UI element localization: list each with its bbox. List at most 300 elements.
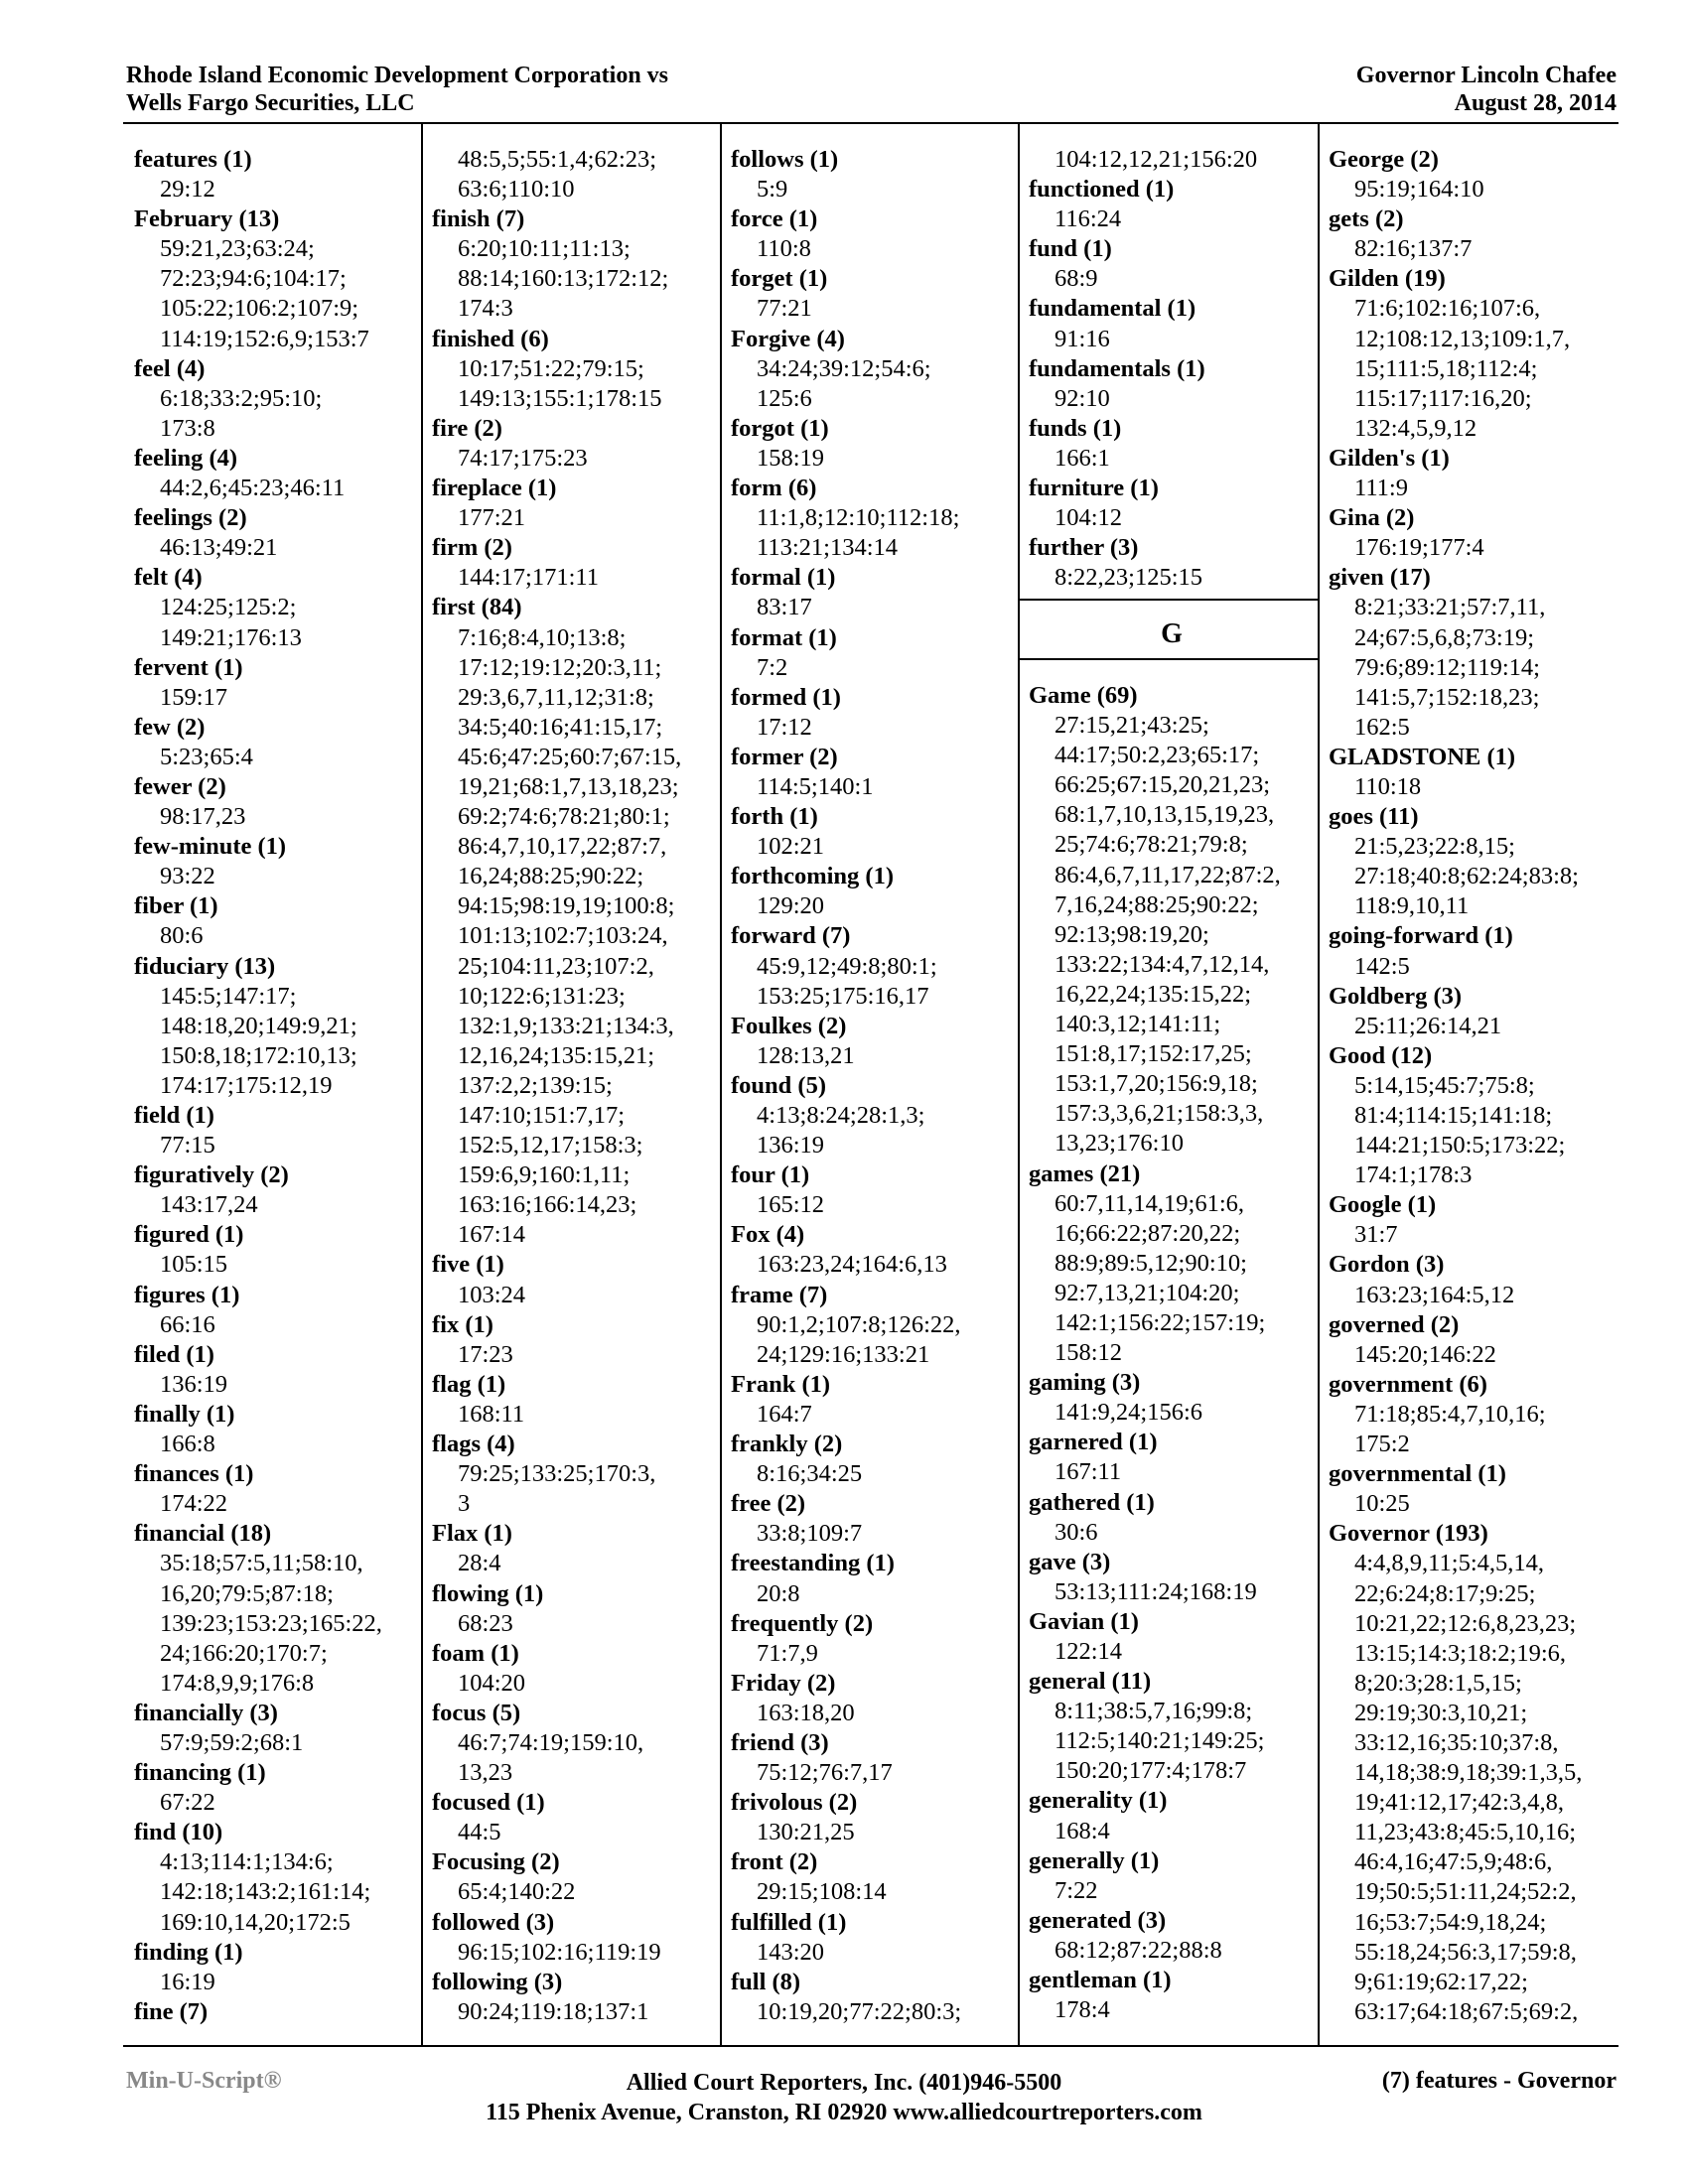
page-line-references: 159:17	[160, 683, 228, 711]
page-line-references: 114:5;140:1	[757, 772, 874, 800]
page-line-references: 90:1,2;107:8;126:22,	[757, 1310, 961, 1338]
index-term: Flax (1)	[432, 1520, 512, 1548]
page-line-references: 93:22	[160, 863, 215, 890]
page-line-references: 35:18;57:5,11;58:10,	[160, 1550, 363, 1577]
page-line-references: 44:5	[458, 1819, 501, 1846]
page-line-references: 28:4	[458, 1550, 501, 1577]
index-column-6	[1329, 145, 1582, 2027]
page-line-references: 90:24;119:18;137:1	[458, 1997, 649, 2025]
page-line-references: 8:16;34:25	[757, 1460, 863, 1488]
index-term: Focusing (2)	[432, 1848, 560, 1876]
index-term: friend (3)	[731, 1728, 829, 1756]
page-line-references: 71:18;85:4,7,10,16;	[1354, 1400, 1546, 1428]
index-term: foam (1)	[432, 1639, 519, 1667]
index-term: few (2)	[134, 713, 206, 741]
page-line-references: 71:7,9	[757, 1639, 818, 1667]
index-term: frankly (2)	[731, 1431, 843, 1458]
index-term: fix (1)	[432, 1310, 493, 1338]
index-term: Good (12)	[1329, 1041, 1433, 1069]
page-line-references: 22;6:24;8:17;9:25;	[1354, 1579, 1536, 1607]
index-term: features (1)	[134, 146, 252, 173]
index-term: figuratively (2)	[134, 1161, 289, 1189]
page-line-references: 166:8	[160, 1431, 215, 1458]
page-line-references: 86:4,7,10,17,22;87:7,	[458, 833, 667, 861]
page-line-references: 166:1	[1055, 444, 1110, 472]
page-line-references: 13,23;176:10	[1055, 1130, 1184, 1158]
page-line-references: 34:5;40:16;41:15,17;	[458, 713, 663, 741]
page-line-references: 142:1;156:22;157:19;	[1055, 1308, 1266, 1336]
page-line-references: 164:7	[757, 1400, 812, 1428]
index-term: flowing (1)	[432, 1579, 544, 1607]
page-line-references: 153:25;175:16,17	[757, 982, 929, 1010]
page-line-references: 12;108:12,13;109:1,7,	[1354, 325, 1571, 352]
page-line-references: 105:22;106:2;107:9;	[160, 295, 359, 323]
page-line-references: 59:21,23;63:24;	[160, 235, 315, 263]
index-term: Game (69)	[1029, 682, 1138, 709]
page-line-references: 129:20	[757, 892, 825, 920]
page-line-references: 104:20	[458, 1669, 526, 1697]
index-term: funds (1)	[1029, 414, 1122, 442]
index-term: Gilden's (1)	[1329, 444, 1450, 472]
page-line-references: 46:7;74:19;159:10,	[458, 1728, 644, 1756]
page-line-references: 45:6;47:25;60:7;67:15,	[458, 743, 682, 770]
page-line-references: 29:15;108:14	[757, 1878, 887, 1906]
page-line-references: 163:23;164:5,12	[1354, 1281, 1515, 1308]
index-term: further (3)	[1029, 534, 1139, 562]
index-term: finished (6)	[432, 325, 549, 352]
page-line-references: 46:4,16;47:5,9;48:6,	[1354, 1848, 1553, 1876]
page-line-references: 137:2,2;139:15;	[458, 1071, 613, 1099]
page-line-references: 173:8	[160, 414, 215, 442]
index-term: following (3)	[432, 1968, 563, 1995]
page-line-references: 92:7,13,21;104:20;	[1055, 1279, 1240, 1306]
index-term: figured (1)	[134, 1221, 244, 1249]
page-line-references: 144:17;171:11	[458, 564, 600, 592]
page-line-references: 132:4,5,9,12	[1354, 414, 1477, 442]
index-term: financially (3)	[134, 1699, 278, 1726]
page-line-references: 169:10,14,20;172:5	[160, 1908, 351, 1936]
page-line-references: 104:12,12,21;156:20	[1055, 146, 1258, 173]
page-line-references: 10:19,20;77:22;80:3;	[757, 1997, 962, 2025]
page-line-references: 159:6,9;160:1,11;	[458, 1161, 631, 1189]
page-line-references: 6:20;10:11;11:13;	[458, 235, 631, 263]
index-term: given (17)	[1329, 564, 1431, 592]
page-line-references: 5:23;65:4	[160, 743, 253, 770]
page-line-references: 16;66:22;87:20,22;	[1055, 1219, 1241, 1247]
index-term: gaming (3)	[1029, 1369, 1141, 1397]
page-line-references: 136:19	[160, 1370, 228, 1398]
index-column-2	[432, 145, 681, 2027]
index-column-1	[134, 145, 382, 2027]
index-term: four (1)	[731, 1161, 810, 1189]
page-line-references: 133:22;134:4,7,12,14,	[1055, 950, 1270, 978]
page-line-references: 145:5;147:17;	[160, 982, 297, 1010]
page-line-references: 142:18;143:2;161:14;	[160, 1878, 371, 1906]
index-term: form (6)	[731, 475, 817, 502]
index-term: find (10)	[134, 1819, 223, 1846]
index-column-5	[1029, 681, 1281, 2025]
page-line-references: 53:13;111:24;168:19	[1055, 1577, 1257, 1605]
index-term: forthcoming (1)	[731, 863, 894, 890]
page-line-references: 10:21,22;12:6,8,23,23;	[1354, 1609, 1577, 1637]
index-term: felt (4)	[134, 564, 203, 592]
page-line-references: 10:25	[1354, 1490, 1410, 1518]
page-line-references: 5:14,15;45:7;75:8;	[1354, 1071, 1535, 1099]
index-term: fine (7)	[134, 1997, 209, 2025]
case-title	[126, 62, 668, 117]
index-term: follows (1)	[731, 146, 839, 173]
page-line-references: 8:11;38:5,7,16;99:8;	[1055, 1698, 1253, 1725]
page-line-references: 150:20;177:4;178:7	[1055, 1757, 1247, 1785]
index-column-3	[731, 145, 961, 2027]
page-line-references: 71:6;102:16;107:6,	[1354, 295, 1541, 323]
page-line-references: 4:4,8,9,11;5:4,5,14,	[1354, 1550, 1545, 1577]
page-line-references: 75:12;76:7,17	[757, 1759, 893, 1787]
page-line-references: 25;74:6;78:21;79:8;	[1055, 831, 1248, 859]
page-line-references: 136:19	[757, 1132, 825, 1160]
page-line-references: 16,22,24;135:15,22;	[1055, 980, 1252, 1008]
page-line-references: 10;122:6;131:23;	[458, 982, 626, 1010]
index-term: feel (4)	[134, 354, 206, 382]
page-line-references: 145:20;146:22	[1354, 1340, 1496, 1368]
index-term: five (1)	[432, 1251, 504, 1279]
page-line-references: 92:10	[1055, 384, 1110, 412]
page-line-references: 178:4	[1055, 1996, 1110, 2024]
page-line-references: 7,16,24;88:25;90:22;	[1055, 890, 1259, 918]
page-line-references: 25:11;26:14,21	[1354, 1012, 1502, 1039]
page-line-references: 177:21	[458, 504, 526, 532]
index-term: Gordon (3)	[1329, 1251, 1445, 1279]
page-line-references: 158:19	[757, 444, 825, 472]
page-line-references: 147:10;151:7,17;	[458, 1102, 626, 1129]
index-term: goes (11)	[1329, 803, 1419, 831]
page-line-references: 163:16;166:14,23;	[458, 1191, 637, 1219]
page-line-references: 27:15,21;43:25;	[1055, 712, 1209, 740]
index-term: fulfilled (1)	[731, 1908, 847, 1936]
page-line-references: 63:6;110:10	[458, 176, 575, 204]
page-line-references: 65:4;140:22	[458, 1878, 576, 1906]
index-term: governed (2)	[1329, 1310, 1460, 1338]
index-term: flag (1)	[432, 1370, 506, 1398]
index-term: general (11)	[1029, 1668, 1152, 1696]
index-term: full (8)	[731, 1968, 801, 1995]
index-term: finally (1)	[134, 1400, 235, 1428]
page-line-references: 16,20;79:5;87:18;	[160, 1579, 334, 1607]
brand-mark: Min-U-Script®	[126, 2068, 282, 2094]
page-line-references: 96:15;102:16;119:19	[458, 1938, 661, 1966]
page-line-references: 101:13;102:7;103:24,	[458, 922, 668, 950]
index-term: Goldberg (3)	[1329, 982, 1463, 1010]
page-line-references: 57:9;59:2;68:1	[160, 1728, 304, 1756]
index-term: financing (1)	[134, 1759, 266, 1787]
index-term: furniture (1)	[1029, 475, 1159, 502]
page-line-references: 175:2	[1354, 1431, 1410, 1458]
index-term: gets (2)	[1329, 205, 1404, 233]
page-line-references: 72:23;94:6;104:17;	[160, 265, 347, 293]
reporter-address-web: 115 Phenix Avenue, Cranston, RI 02920 www.alliedcourtreporters.com	[486, 2100, 1202, 2125]
page-line-references: 3	[458, 1490, 471, 1518]
page-line-references: 122:14	[1055, 1638, 1123, 1665]
page-line-references: 158:12	[1055, 1339, 1123, 1367]
page-line-references: 19;41:12,17;42:3,4,8,	[1354, 1789, 1564, 1817]
index-term: fire (2)	[432, 414, 502, 442]
page-line-references: 132:1,9;133:21;134:3,	[458, 1012, 674, 1039]
index-term: functioned (1)	[1029, 176, 1175, 204]
page-line-references: 66:25;67:15,20,21,23;	[1055, 771, 1271, 799]
page-line-references: 68:1,7,10,13,15,19,23,	[1055, 801, 1275, 829]
index-term: governmental (1)	[1329, 1460, 1506, 1488]
page-line-references: 104:12	[1055, 504, 1123, 532]
page-line-references: 142:5	[1354, 952, 1410, 980]
case-title-line-1: Rhode Island Economic Development Corporation vs	[126, 63, 669, 88]
page-line-references: 115:17;117:16,20;	[1354, 384, 1532, 412]
page-line-references: 83:17	[757, 594, 812, 621]
index-term: Foulkes (2)	[731, 1012, 847, 1039]
page-line-references: 17:12;19:12;20:3,11;	[458, 653, 662, 681]
page-line-references: 8:21;33:21;57:7,11,	[1354, 594, 1546, 621]
page-line-references: 68:9	[1055, 265, 1098, 293]
page-line-references: 151:8,17;152:17,25;	[1055, 1040, 1252, 1068]
column-divider	[1018, 122, 1020, 2045]
page-line-references: 14,18;38:9,18;39:1,3,5,	[1354, 1759, 1583, 1787]
page-line-references: 167:11	[1055, 1458, 1122, 1486]
index-term: Gilden (19)	[1329, 265, 1446, 293]
page-line-references: 29:19;30:3,10,21;	[1354, 1699, 1528, 1726]
page-line-references: 163:23,24;164:6,13	[757, 1251, 947, 1279]
page-line-references: 82:16;137:7	[1354, 235, 1473, 263]
page-line-references: 8;20:3;28:1,5,15;	[1354, 1669, 1522, 1697]
index-term: financial (18)	[134, 1520, 272, 1548]
index-term: government (6)	[1329, 1370, 1487, 1398]
page-line-references: 77:21	[757, 295, 812, 323]
index-term: freestanding (1)	[731, 1550, 895, 1577]
page-line-references: 79:25;133:25;170:3,	[458, 1460, 656, 1488]
page-line-references: 150:8,18;172:10,13;	[160, 1041, 357, 1069]
page-line-references: 13,23	[458, 1759, 513, 1787]
index-term: format (1)	[731, 623, 837, 651]
page-line-references: 128:13,21	[757, 1041, 855, 1069]
footer-rule	[123, 2045, 1618, 2047]
index-term: gathered (1)	[1029, 1488, 1155, 1516]
index-term: Fox (4)	[731, 1221, 805, 1249]
page-line-references: 91:16	[1055, 325, 1110, 352]
reporter-name-phone: Allied Court Reporters, Inc. (401)946-5500	[626, 2070, 1062, 2096]
index-term: feelings (2)	[134, 504, 247, 532]
index-term: gentleman (1)	[1029, 1967, 1172, 1994]
index-term: garnered (1)	[1029, 1429, 1158, 1456]
page-line-references: 7:16;8:4,10;13:8;	[458, 623, 627, 651]
index-term: Forgive (4)	[731, 325, 845, 352]
column-divider	[421, 122, 423, 2045]
index-term: Governor (193)	[1329, 1520, 1488, 1548]
page-line-references: 110:8	[757, 235, 811, 263]
page-line-references: 68:12;87:22;88:8	[1055, 1936, 1222, 1964]
page-line-references: 5:9	[757, 176, 788, 204]
page-line-references: 149:21;176:13	[160, 623, 302, 651]
index-term: followed (3)	[432, 1908, 555, 1936]
index-term: free (2)	[731, 1490, 806, 1518]
index-term: fervent (1)	[134, 653, 243, 681]
index-term: George (2)	[1329, 146, 1439, 173]
page-line-references: 30:6	[1055, 1518, 1098, 1546]
page-line-references: 112:5;140:21;149:25;	[1055, 1727, 1265, 1755]
index-term: forget (1)	[731, 265, 828, 293]
index-term: force (1)	[731, 205, 818, 233]
page-line-references: 94:15;98:19,19;100:8;	[458, 892, 675, 920]
page-line-references: 125:6	[757, 384, 812, 412]
page-line-references: 48:5,5;55:1,4;62:23;	[458, 146, 657, 173]
index-term: Google (1)	[1329, 1191, 1437, 1219]
page-line-references: 124:25;125:2;	[160, 594, 297, 621]
deponent-name: Governor Lincoln Chafee	[1355, 63, 1617, 88]
deposition-date: August 28, 2014	[1454, 90, 1617, 116]
index-term: fund (1)	[1029, 235, 1112, 263]
page-line-references: 44:2,6;45:23;46:11	[160, 475, 346, 502]
page-line-references: 113:21;134:14	[757, 534, 899, 562]
page-line-references: 174:1;178:3	[1354, 1161, 1473, 1189]
page-line-references: 13:15;14:3;18:2;19:6,	[1354, 1639, 1567, 1667]
page-line-references: 19;50:5;51:11,24;52:2,	[1354, 1878, 1577, 1906]
page-line-references: 95:19;164:10	[1354, 176, 1484, 204]
page-line-references: 45:9,12;49:8;80:1;	[757, 952, 937, 980]
page-line-references: 55:18,24;56:3,17;59:8,	[1354, 1938, 1577, 1966]
page-line-references: 116:24	[1055, 205, 1122, 233]
page-line-references: 60:7,11,14,19;61:6,	[1055, 1189, 1245, 1217]
page-line-references: 4:13;8:24;28:1,3;	[757, 1102, 925, 1129]
page-line-references: 12,16,24;135:15,21;	[458, 1041, 655, 1069]
page-line-references: 46:13;49:21	[160, 534, 278, 562]
index-term: GLADSTONE (1)	[1329, 743, 1516, 770]
index-term: fiduciary (13)	[134, 952, 276, 980]
page-line-references: 11:1,8;12:10;112:18;	[757, 504, 960, 532]
page-line-references: 140:3,12;141:11;	[1055, 1011, 1221, 1038]
page-line-references: 81:4;114:15;141:18;	[1354, 1102, 1553, 1129]
page-line-references: 34:24;39:12;54:6;	[757, 354, 931, 382]
index-term: fewer (2)	[134, 772, 226, 800]
section-rule-top	[1018, 599, 1318, 601]
page-line-references: 68:23	[458, 1609, 513, 1637]
page-line-references: 16;53:7;54:9,18,24;	[1354, 1908, 1547, 1936]
index-term: former (2)	[731, 743, 838, 770]
index-term: first (84)	[432, 594, 522, 621]
page-line-references: 21:5,23;22:8,15;	[1354, 833, 1515, 861]
page-line-references: 153:1,7,20;156:9,18;	[1055, 1070, 1258, 1098]
index-term: frequently (2)	[731, 1609, 874, 1637]
case-title-line-2: Wells Fargo Securities, LLC	[126, 90, 415, 116]
page-line-references: 20:8	[757, 1579, 800, 1607]
page-line-references: 174:17;175:12,19	[160, 1071, 333, 1099]
page-line-references: 31:7	[1354, 1221, 1398, 1249]
page-line-references: 44:17;50:2,23;65:17;	[1055, 742, 1260, 769]
page-line-references: 4:13;114:1;134:6;	[160, 1848, 334, 1876]
index-term: feeling (4)	[134, 444, 238, 472]
page-line-references: 152:5,12,17;158:3;	[458, 1132, 643, 1160]
page-line-references: 86:4,6,7,11,17,22;87:2,	[1055, 861, 1281, 888]
index-column-4	[1029, 145, 1257, 593]
index-term: frame (7)	[731, 1281, 828, 1308]
page-line-references: 143:20	[757, 1938, 825, 1966]
page-line-references: 25;104:11,23;107:2,	[458, 952, 654, 980]
page-line-references: 7:22	[1055, 1876, 1098, 1904]
page-line-references: 144:21;150:5;173:22;	[1354, 1132, 1566, 1160]
section-letter: G	[1161, 618, 1183, 649]
page-line-references: 168:11	[458, 1400, 525, 1428]
index-term: focused (1)	[432, 1789, 545, 1817]
page-line-references: 15;111:5,18;112:4;	[1354, 354, 1538, 382]
header-rule	[123, 122, 1618, 124]
page-line-references: 80:6	[160, 922, 204, 950]
page-line-references: 139:23;153:23;165:22,	[160, 1609, 382, 1637]
page-line-references: 111:9	[1354, 475, 1408, 502]
index-term: front (2)	[731, 1848, 818, 1876]
index-term: fiber (1)	[134, 892, 218, 920]
page-line-references: 27:18;40:8;62:24;83:8;	[1354, 863, 1579, 890]
page-line-references: 105:15	[160, 1251, 228, 1279]
page-line-references: 149:13;155:1;178:15	[458, 384, 662, 412]
page-line-references: 6:18;33:2;95:10;	[160, 384, 323, 412]
page-line-references: 102:21	[757, 833, 825, 861]
index-term: forth (1)	[731, 803, 818, 831]
column-divider	[1318, 122, 1320, 2045]
index-term: formed (1)	[731, 683, 841, 711]
deponent-info	[1356, 62, 1617, 117]
page-line-references: 74:17;175:23	[458, 444, 588, 472]
page-line-references: 63:17;64:18;67:5;69:2,	[1354, 1997, 1579, 2025]
index-term: going-forward (1)	[1329, 922, 1513, 950]
page-line-references: 11,23;43:8;45:5,10,16;	[1354, 1819, 1577, 1846]
page-line-references: 29:12	[160, 176, 215, 204]
index-term: forgot (1)	[731, 414, 829, 442]
page-line-references: 79:6;89:12;119:14;	[1354, 653, 1540, 681]
index-term: filed (1)	[134, 1340, 214, 1368]
page-line-references: 33:12,16;35:10;37:8,	[1354, 1728, 1559, 1756]
page-line-references: 98:17,23	[160, 803, 246, 831]
section-rule-bottom	[1018, 658, 1318, 660]
page-line-references: 148:18,20;149:9,21;	[160, 1012, 357, 1039]
page-line-references: 141:9,24;156:6	[1055, 1399, 1203, 1427]
page-line-references: 103:24	[458, 1281, 526, 1308]
index-term: formal (1)	[731, 564, 836, 592]
page-line-references: 66:16	[160, 1310, 215, 1338]
index-term: finances (1)	[134, 1460, 254, 1488]
page-line-references: 88:9;89:5,12;90:10;	[1055, 1249, 1247, 1277]
page-line-references: 174:3	[458, 295, 513, 323]
page-line-references: 157:3,3,6,21;158:3,3,	[1055, 1100, 1264, 1128]
index-term: few-minute (1)	[134, 833, 287, 861]
page-line-references: 16,24;88:25;90:22;	[458, 863, 644, 890]
page-line-references: 92:13;98:19,20;	[1055, 920, 1209, 948]
page-line-references: 9;61:19;62:17,22;	[1354, 1968, 1528, 1995]
index-term: gave (3)	[1029, 1548, 1111, 1575]
page-line-references: 88:14;160:13;172:12;	[458, 265, 669, 293]
index-term: frivolous (2)	[731, 1789, 858, 1817]
page-line-references: 16:19	[160, 1968, 215, 1995]
page-line-references: 165:12	[757, 1191, 825, 1219]
page-range: (7) features - Governor	[1381, 2068, 1617, 2094]
index-term: field (1)	[134, 1102, 214, 1129]
column-divider	[720, 122, 722, 2045]
page-line-references: 176:19;177:4	[1354, 534, 1484, 562]
index-term: February (13)	[134, 205, 280, 233]
index-term: generality (1)	[1029, 1787, 1168, 1815]
index-term: generally (1)	[1029, 1846, 1160, 1874]
page-line-references: 67:22	[160, 1789, 215, 1817]
index-term: found (5)	[731, 1071, 826, 1099]
index-term: fundamental (1)	[1029, 295, 1196, 323]
page-line-references: 19,21;68:1,7,13,18,23;	[458, 772, 679, 800]
page-line-references: 167:14	[458, 1221, 526, 1249]
page-line-references: 163:18,20	[757, 1699, 855, 1726]
